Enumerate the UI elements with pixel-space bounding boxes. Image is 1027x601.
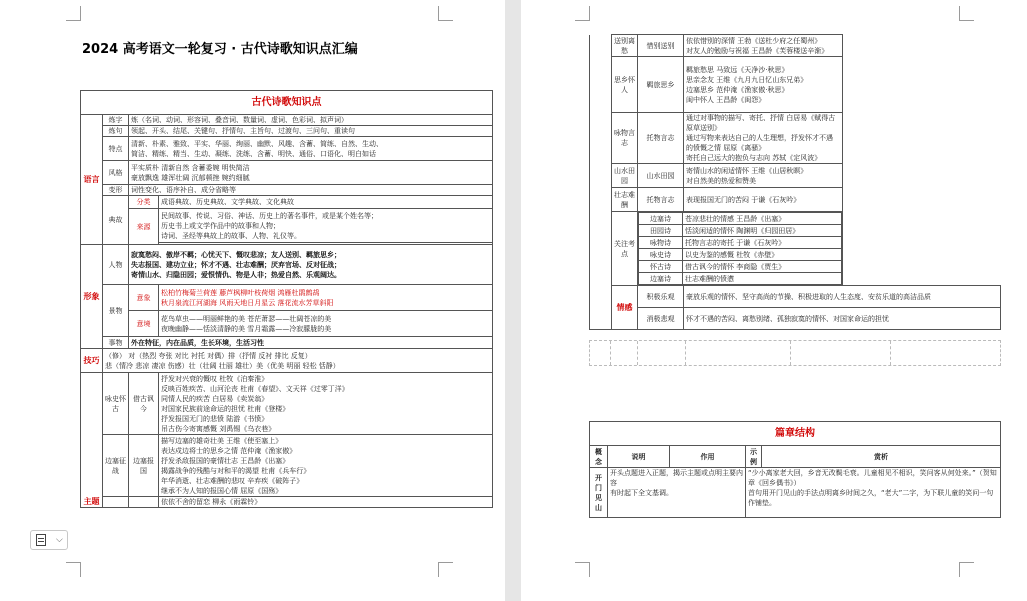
poem-kind-desc: 借古讽今的情怀 李商隐《贾生》 [683,261,842,273]
category-emotion: 情感 [612,286,638,330]
list-item: 抒发对兴衰的慨叹 杜牧《泊秦淮》 [161,374,269,383]
table-row [639,237,842,249]
document-icon [36,534,46,546]
row-label: 消极悲观 [638,308,684,330]
knowledge-table [80,90,493,508]
table-row [639,213,842,225]
sub-label: 分类 [129,196,159,209]
sub-label: 意象 [129,285,159,311]
document-page-1 [0,0,505,601]
poem-kind-desc: 恬淡闲适的情怀 陶渊明《归园田居》 [683,225,842,237]
crop-mark [66,6,81,21]
crop-mark [66,562,81,577]
row-text: “少小离家老大回，乡音无改鬓毛衰。儿童相见不相识，笑问客从何处来。”（贺知章《回乡偶书》） [748,469,997,487]
document-page-2 [521,0,1027,601]
row-text: 领起、开头、结尾、关键句、抒情句、主旨句、过渡句、三问句、重读句 [129,126,493,137]
column-header: 示例 [746,446,762,468]
category-technique: 技巧 [81,349,103,373]
table-row [639,249,842,261]
row-text: 清新、朴素、雅致、平实、华丽、绚丽、幽默、风趣、含蓄、简练、自然、生动、 [131,139,383,148]
row-label: 事物 [103,337,129,349]
row-text: 对自然美的热爱和赞美 [686,176,756,185]
knowledge-table-continued [589,34,1001,330]
row-label: 山水田园 [612,164,638,188]
row-text: 怀才不遇的苦闷、离愁别绪、孤独寂寞的情怀、对国家命运的担忧 [684,308,1001,330]
poem-kind-desc: 苍凉悲壮的情感 王昌龄《出塞》 [683,213,842,225]
row-text: 民间故事、传说、习俗、神话、历史上的著名事件，或是某个姓名等； [161,211,378,220]
crop-mark [438,6,453,21]
list-item: 描写边塞的雄奇壮美 王维《使至塞上》 [161,436,283,445]
sub-label: 羁旅思乡 [638,57,684,113]
row-text: 历史书上或文学作品中的故事和人物； [161,221,280,230]
row-text: 豪放飘逸 雄浑壮阔 沉郁顿挫 婉约细腻 [131,173,250,182]
list-item: 反映百姓疾苦、山河沦丧 杜甫《春望》、文天祥《过零丁洋》 [161,384,349,393]
row-label: 边塞征战 [103,435,129,497]
crop-mark [959,6,974,21]
column-header: 说明 [608,446,670,468]
list-item: 抒发报国无门的悲愤 陆游《书愤》 [161,414,269,423]
row-label: 人物 [103,245,129,285]
row-text: 成语典故、历史典故、文学典故、文化典故 [159,196,493,209]
poem-kind-desc: 托物言志的寄托 于谦《石灰吟》 [683,237,842,249]
row-text: 诗词、圣经等典故上的故事、人物、礼仪等。 [161,231,301,240]
sub-label: 惜别送别 [638,35,684,57]
section-title: 篇章结构 [590,422,1001,446]
crop-mark [959,562,974,577]
theme-list [159,435,493,497]
section-title: 古代诗歌知识点 [81,91,493,115]
row-text: 寄托自己远大的抱负与志向 苏轼《定风波》 [686,154,822,162]
sub-label: 借古讽今 [129,373,159,435]
page-select-button[interactable] [30,530,68,550]
chevron-down-icon: ⌵ [56,535,63,545]
row-label: 典故 [103,196,129,245]
row-text: 夜晚幽静——恬淡清静的美 雪月霜露——冷寂朦胧的美 [161,324,332,333]
row-text: 失志报国、建功立业；怀才不遇、壮志难酬；厌弃官场、反对征战； [131,260,341,269]
column-header: 概念 [590,446,608,468]
row-label: 变形 [103,185,129,196]
row-label: 特点 [103,137,129,161]
row-text: 通过写物来表达自己的人生理想，抒发怀才不遇的愤慨之情 屈原《离骚》 [686,134,833,152]
sub-label: 边塞报国 [129,435,159,497]
sub-label: 托物言志 [638,113,684,164]
list-item: 继承不为人知的报国心情 屈原《国殇》 [161,486,283,495]
poem-kind-desc: 以史为鉴的感慨 杜牧《赤壁》 [683,249,842,261]
list-item: 思亲念友 王维《九月九日忆山东兄弟》 [686,75,808,84]
category-theme: 主题 [81,373,103,508]
row-text: 寂寞愁闷、傲岸不羁；心忧天下、慨叹悲凉；友人送别、羁旅思乡； [131,250,341,259]
category-image: 形象 [81,245,103,349]
empty-grid-placeholder [589,340,1001,366]
table-row [639,261,842,273]
poem-kinds-table [638,212,842,285]
row-label: 炼句 [103,126,129,137]
row-text: 秋月泉流江河湖海 风雨天地日月星云 落花流水芳草斜阳 [161,298,334,307]
poem-kind: 怀古诗 [639,261,683,273]
sub-label: 山水田园 [638,164,684,188]
category-language: 语言 [81,115,103,245]
table-row [639,273,842,285]
crop-mark [575,562,590,577]
list-item: 闺中怀人 王昌龄《闺怨》 [686,95,766,104]
row-text: 花鸟草虫——明丽鲜艳的美 苍茫萧瑟——壮阔苍凉的美 [161,314,332,323]
document-title: 2024 高考语文一轮复习 · 古代诗歌知识点汇编 [82,42,358,57]
row-text: 外在特征，内在品质，生长环境，生活习性 [129,337,493,349]
poem-kind: 咏物诗 [639,237,683,249]
list-item: 吊古伤今寄寓感慨 刘禹锡《乌衣巷》 [161,424,276,433]
row-label: 送别离愁 [612,35,638,57]
row-text: 简洁、精练、精当、生动、凝练、洗练、含蓄、明快、通俗、口语化、明白如话 [131,149,376,158]
list-item: 同情人民的疾苦 白居易《卖炭翁》 [161,394,269,403]
table-row [639,225,842,237]
row-text: 依依惜别的深情 王勃《送杜少府之任蜀州》 [686,36,822,45]
list-item: 抒发杀敌报国的豪情壮志 王昌龄《出塞》 [161,456,290,465]
row-text: 寄情山水的闲适情怀 王维《山居秋暝》 [686,166,808,175]
row-text: 寄情山水、归隐田园；爱恨情仇、物是人非；热爱自然、乐观阔达。 [131,270,341,279]
row-text: 开头点题进入正题，揭示主题或点明主要内容 [610,469,743,487]
row-label: 壮志难酬 [612,188,638,212]
row-text: 悲（情冷 悲凉 凄凉 伤感）壮（壮阔 壮丽 雄壮）美（优美 明丽 轻松 恬静） [105,361,340,370]
row-text: 有时起下全文基调。 [610,489,673,497]
list-item: 揭露战争的残酷与对和平的渴望 杜甫《兵车行》 [161,466,311,475]
theme-list [684,57,843,113]
crop-mark [438,562,453,577]
row-text: （修） 对（热烈 夸张 对比 衬托 对偶）排（抒情 反衬 排比 反复） [105,351,312,360]
row-label: 咏史怀古 [103,373,129,435]
crop-mark [575,6,590,21]
row-label: 思乡怀人 [612,57,638,113]
row-label: 开门见山 [590,468,608,518]
row-text: 首句用开门见山的手法点明离乡时间之久，“老大”二字，为下联儿童的笑问一句作铺垫。 [748,489,994,507]
list-item: 年华消逝、壮志难酬的悲叹 辛弃疾《破阵子》 [161,476,304,485]
theme-list [159,373,493,435]
row-text: 平实质朴 清新自然 含蓄委婉 明快简洁 [131,163,250,172]
column-header: 作用 [670,446,746,468]
row-text: 豪放乐观的情怀、坚守高尚的节操、积极进取的人生态度、安贫乐道的高洁品质 [684,286,1001,308]
poem-kind-desc: 壮志难酬的愤懑 [683,273,842,285]
sub-label: 来源 [129,209,159,245]
row-label: 咏物言志 [612,113,638,164]
sub-label: 托物言志 [638,188,684,212]
row-label: 景物 [103,285,129,337]
poem-kind: 边塞诗 [639,273,683,285]
list-item: 边塞思乡 范仲淹《渔家傲·秋思》 [686,85,789,94]
row-text: 炼（名词、动词、形容词、叠音词、数量词、虚词、色彩词、拟声词） [129,115,493,126]
row-text: 表现报国无门的苦闷 于谦《石灰吟》 [684,188,843,212]
row-label: 关注考点 [612,212,638,286]
row-label: 炼字 [103,115,129,126]
row-text: 词性变化、语序补自、成分省略等 [129,185,493,196]
poem-kind: 咏史诗 [639,249,683,261]
row-text: 依依不舍的留恋 柳永《雨霖铃》 [159,497,493,508]
row-text: 通过对事物的描写、寄托、抒情 白居易《赋得古原草送别》 [686,114,836,132]
poem-kind: 边塞诗 [639,213,683,225]
structure-table [589,421,1001,518]
column-header: 赏析 [762,446,1001,468]
row-text: 松柏竹梅菊兰荷莲 藤芦枫柳叶枝荷烟 鸿雁杜鹃鹧鸪 [161,288,320,297]
row-text: 对友人的勉励与祝福 王昌龄《芙蓉楼送辛渐》 [686,46,829,55]
row-label: 积极乐观 [638,286,684,308]
poem-kind: 田园诗 [639,225,683,237]
list-item: 对国家民族前途命运的担忧 杜甫《登楼》 [161,404,290,413]
row-label: 风格 [103,161,129,185]
sub-label: 意境 [129,311,159,337]
list-item: 羁旅愁思 马致远《天净沙·秋思》 [686,65,789,74]
list-item: 表达戍边将士的思乡之情 范仲淹《渔家傲》 [161,446,297,455]
